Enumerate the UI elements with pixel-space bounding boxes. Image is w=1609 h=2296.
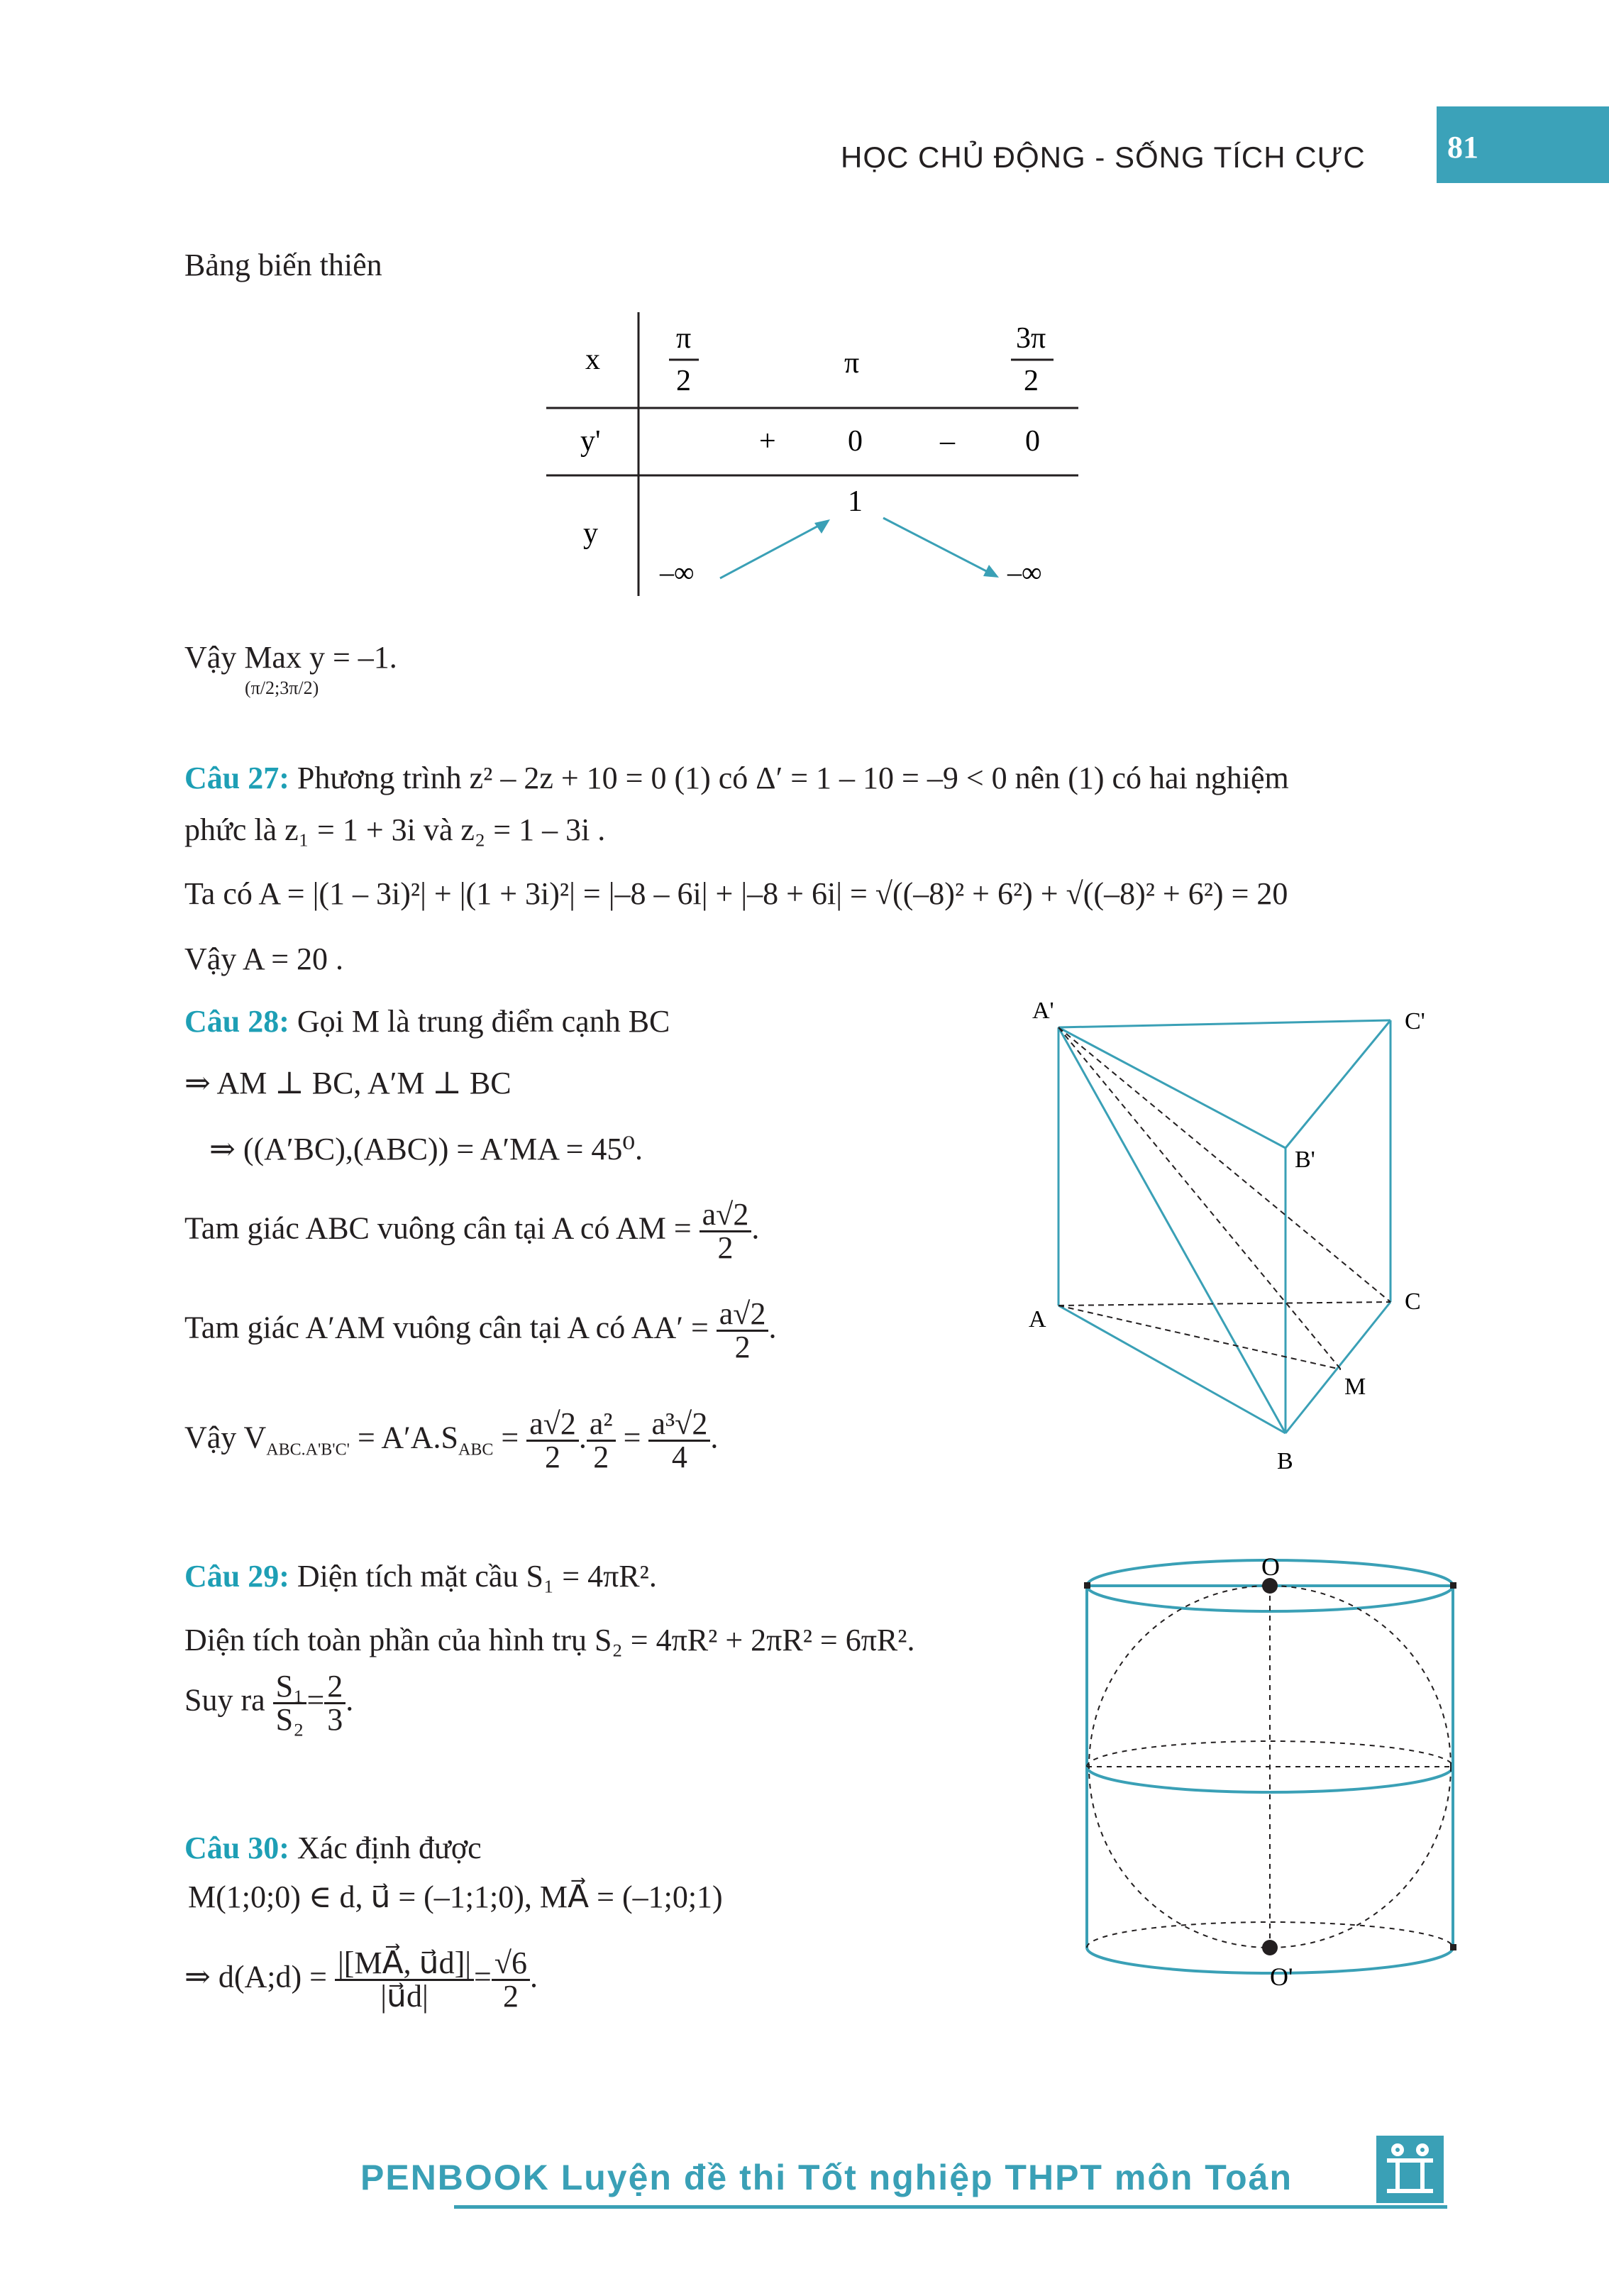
cylinder-sphere-figure bbox=[1064, 1540, 1504, 2008]
label-A: A bbox=[1029, 1306, 1046, 1332]
q29-label: Câu 29: bbox=[184, 1559, 289, 1594]
max-domain-subscript: (π/2;3π/2) bbox=[245, 678, 319, 698]
q30-line3-prefix: ⇒ d(A;d) = bbox=[184, 1959, 327, 1994]
q28-volume-mid: = A′A.S bbox=[357, 1420, 459, 1455]
q29-result-frac: $\frac{2}{3}$ bbox=[324, 1671, 345, 1735]
prism-figure bbox=[1007, 986, 1504, 1483]
y-left-infinity: –∞ bbox=[660, 556, 695, 588]
x3-num: 3π bbox=[1016, 322, 1046, 355]
footer-rule bbox=[454, 2205, 1447, 2209]
label-C: C bbox=[1405, 1288, 1421, 1315]
q27-line4: Vậy A = 20 . bbox=[184, 942, 344, 976]
label-O-prime: O' bbox=[1270, 1963, 1293, 1991]
label-B: B bbox=[1277, 1448, 1293, 1474]
table-row-yp-label: y' bbox=[580, 425, 601, 458]
q30-result-frac: $\frac{√6}{2}$ bbox=[492, 1948, 530, 2012]
q28-volume-prefix: Vậy V bbox=[184, 1420, 267, 1455]
variation-table bbox=[539, 305, 1107, 603]
table-row-x-label: x bbox=[585, 343, 600, 376]
q27-line2: phức là z₁ = 1 + 3i và z₂ = 1 – 3i . bbox=[184, 812, 606, 847]
q28-line5-text: Tam giác A′AM vuông cân tại A có AA′ = bbox=[184, 1310, 709, 1345]
q27-line3: Ta có A = |(1 – 3i)²| + |(1 + 3i)²| = |–8 – 6i| + |–8 + 6i| = √((–8)² + 6²) + √((–8)² + 6²) = 20 bbox=[184, 876, 1288, 911]
q27-line1: Phương trình z² – 2z + 10 = 0 (1) có Δ′ = 1 – 10 = –9 < 0 nên (1) có hai nghiệm bbox=[297, 761, 1289, 795]
y-max-value: 1 bbox=[848, 485, 863, 518]
q28-label: Câu 28: bbox=[184, 1004, 289, 1039]
max-prefix: Vậy bbox=[184, 640, 237, 675]
q28-line2: ⇒ AM ⊥ BC, A′M ⊥ BC bbox=[184, 1066, 512, 1100]
q29-ratio-frac: $\frac{\text{S₁}}{\text{S₂}}$ bbox=[273, 1671, 307, 1735]
decrease-arrow bbox=[883, 518, 993, 575]
label-O: O bbox=[1261, 1552, 1280, 1581]
q30-line2: M(1;0;0) ∈ d, u⃗ = (–1;1;0), MA⃗ = (–1;0;1) bbox=[188, 1880, 723, 1914]
q28-volume-sub: ABC.A'B'C' bbox=[266, 1440, 350, 1459]
q30-distance-frac: $\frac{|[MA⃗, u⃗d]|}{|u⃗d|}$ bbox=[335, 1948, 474, 2012]
y-right-infinity: –∞ bbox=[1007, 556, 1042, 588]
q28-vol-frac2: $\frac{\text{a²}}{2}$ bbox=[587, 1408, 616, 1473]
q28-vol-frac3: $\frac{\text{a³√2}}{4}$ bbox=[648, 1408, 710, 1473]
label-B-prime: B' bbox=[1295, 1147, 1315, 1173]
q27-label: Câu 27: bbox=[184, 761, 289, 795]
q30-line1: Xác định được bbox=[297, 1831, 482, 1865]
x1-num: π bbox=[676, 322, 692, 355]
table-row-y-label: y bbox=[583, 517, 598, 550]
q28-vol-frac1: $\frac{a√2}{2}$ bbox=[526, 1408, 579, 1473]
sign-minus: – bbox=[940, 425, 955, 458]
x1-den: 2 bbox=[676, 365, 691, 397]
x2-value: π bbox=[844, 347, 860, 380]
x3-den: 2 bbox=[1024, 365, 1039, 397]
q28-am-fraction: $\frac{a√2}{2}$ bbox=[700, 1199, 752, 1264]
yp-zero-1: 0 bbox=[848, 425, 863, 458]
q28-aa-fraction: $\frac{a√2}{2}$ bbox=[717, 1298, 769, 1363]
q28-line3: ⇒ ((A′BC),(ABC)) = A′MA = 45⁰. bbox=[209, 1132, 643, 1166]
variation-table-caption: Bảng biến thiên bbox=[184, 248, 382, 282]
yp-zero-2: 0 bbox=[1025, 425, 1040, 458]
q28-line1: Gọi M là trung điểm cạnh BC bbox=[297, 1004, 670, 1039]
q29-line2: Diện tích toàn phần của hình trụ S₂ = 4πR² + 2πR² = 6πR². bbox=[184, 1623, 915, 1657]
label-M: M bbox=[1344, 1374, 1366, 1400]
q28-line4-text: Tam giác ABC vuông cân tại A có AM = bbox=[184, 1210, 692, 1246]
header-title: HỌC CHỦ ĐỘNG - SỐNG TÍCH CỰC bbox=[841, 140, 1366, 174]
page-number: 81 bbox=[1447, 130, 1478, 165]
label-A-prime: A' bbox=[1032, 998, 1054, 1024]
label-C-prime: C' bbox=[1405, 1008, 1425, 1034]
penbook-logo-icon bbox=[1376, 2136, 1444, 2203]
q29-line3-prefix: Suy ra bbox=[184, 1682, 265, 1718]
increase-arrow bbox=[720, 521, 826, 578]
q30-label: Câu 30: bbox=[184, 1831, 289, 1865]
q28-volume-sub2: ABC bbox=[458, 1440, 494, 1459]
footer-title: PENBOOK Luyện đề thi Tốt nghiệp THPT môn Toán bbox=[360, 2158, 1293, 2197]
sign-plus: + bbox=[759, 425, 776, 458]
max-expression: Max y = –1. bbox=[244, 640, 397, 675]
q29-line1: Diện tích mặt cầu S₁ = 4πR². bbox=[297, 1559, 657, 1594]
